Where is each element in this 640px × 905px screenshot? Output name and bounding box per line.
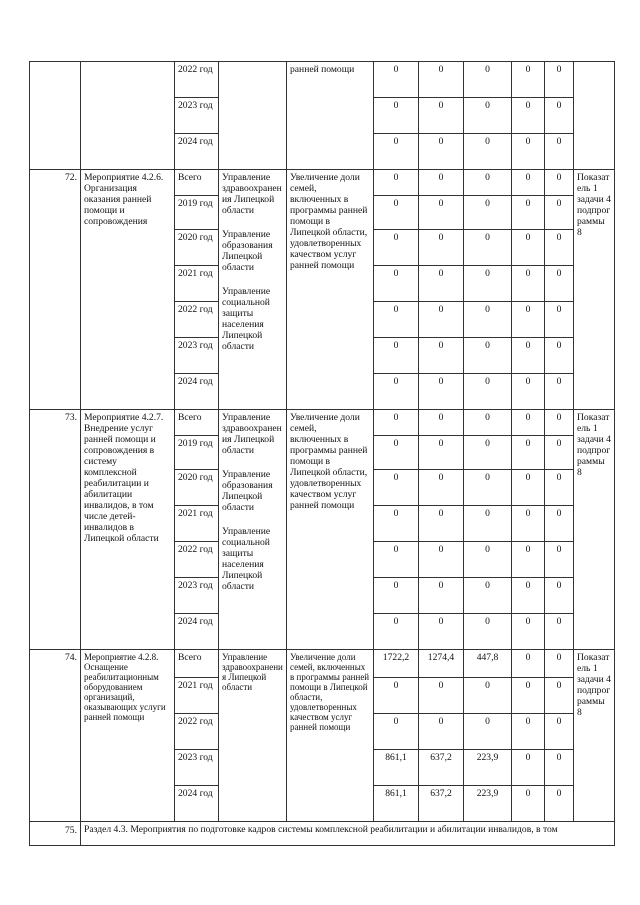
value-cell: 0 xyxy=(374,62,419,98)
value-cell: 0 xyxy=(419,436,464,470)
value-cell: 0 xyxy=(512,614,545,650)
value-cell: 0 xyxy=(545,614,574,650)
value-cell: 0 xyxy=(512,134,545,170)
value-cell: 0 xyxy=(464,542,512,578)
indicator-cell: Показатель 1 задачи 4 подпрограммы 8 xyxy=(574,650,615,822)
year-cell: 2024 год xyxy=(175,786,219,822)
year-cell: 2020 год xyxy=(175,470,219,506)
value-cell: 0 xyxy=(464,62,512,98)
value-cell: 0 xyxy=(545,410,574,436)
value-cell: 0 xyxy=(545,302,574,338)
value-cell: 0 xyxy=(419,678,464,714)
year-cell: 2022 год xyxy=(175,542,219,578)
value-cell: 0 xyxy=(374,266,419,302)
year-cell: 2022 год xyxy=(175,714,219,750)
value-cell: 0 xyxy=(512,650,545,678)
value-cell: 0 xyxy=(545,542,574,578)
executor-cell xyxy=(219,62,287,170)
value-cell: 0 xyxy=(419,614,464,650)
value-cell: 0 xyxy=(419,470,464,506)
value-cell: 0 xyxy=(545,338,574,374)
year-cell: 2022 год xyxy=(175,62,219,98)
value-cell: 0 xyxy=(464,98,512,134)
year-cell: 2024 год xyxy=(175,614,219,650)
value-cell: 0 xyxy=(545,230,574,266)
activities-table xyxy=(29,61,615,846)
value-cell: 1722,2 xyxy=(374,650,419,678)
value-cell: 0 xyxy=(464,678,512,714)
value-cell: 0 xyxy=(512,786,545,822)
value-cell: 0 xyxy=(512,578,545,614)
year-cell: 2023 год xyxy=(175,98,219,134)
executor-name: Управление здравоохранения Липецкой области xyxy=(222,172,282,216)
value-cell: 0 xyxy=(512,678,545,714)
year-cell: Всего xyxy=(175,650,219,678)
value-cell: 0 xyxy=(512,266,545,302)
value-cell: 0 xyxy=(374,134,419,170)
indicator-cell: Показатель 1 задачи 4 подпрограммы 8 xyxy=(574,170,615,410)
result-cell: Увеличение доли семей, включенных в программы ранней помощи в Липецкой области, удовлетворенных качеством услуг ранней помощи xyxy=(287,410,374,650)
value-cell: 0 xyxy=(419,98,464,134)
year-cell: 2020 год xyxy=(175,230,219,266)
year-cell: Всего xyxy=(175,170,219,196)
value-cell: 0 xyxy=(374,678,419,714)
value-cell: 0 xyxy=(464,196,512,230)
executor-name: Управление образования Липецкой области xyxy=(222,469,273,513)
activity-name-cell: Мероприятие 4.2.8. Оснащение реабилитационным оборудованием организаций, оказывающих услуги ранней помощи xyxy=(81,650,175,822)
table-row xyxy=(30,410,615,436)
value-cell: 0 xyxy=(419,230,464,266)
row-number-cell xyxy=(30,62,81,170)
executor-name: Управление социальной защиты населения Липецкой области xyxy=(222,526,271,592)
value-cell: 0 xyxy=(464,436,512,470)
value-cell: 0 xyxy=(512,338,545,374)
value-cell: 0 xyxy=(464,714,512,750)
value-cell: 0 xyxy=(374,542,419,578)
row-number-cell: 72. xyxy=(30,170,81,410)
row-number-cell: 75. xyxy=(30,822,81,846)
value-cell: 0 xyxy=(419,302,464,338)
value-cell: 0 xyxy=(512,542,545,578)
year-cell: 2023 год xyxy=(175,338,219,374)
value-cell: 0 xyxy=(464,302,512,338)
executor-name: Управление здравоохранения Липецкой области xyxy=(222,412,282,456)
value-cell: 0 xyxy=(374,506,419,542)
value-cell: 223,9 xyxy=(464,750,512,786)
value-cell: 0 xyxy=(545,678,574,714)
value-cell: 0 xyxy=(419,714,464,750)
value-cell: 0 xyxy=(374,614,419,650)
value-cell: 637,2 xyxy=(419,750,464,786)
year-cell: 2021 год xyxy=(175,506,219,542)
value-cell: 0 xyxy=(464,614,512,650)
value-cell: 0 xyxy=(464,374,512,410)
value-cell: 0 xyxy=(545,714,574,750)
value-cell: 0 xyxy=(419,170,464,196)
year-cell: 2021 год xyxy=(175,678,219,714)
value-cell: 0 xyxy=(419,506,464,542)
value-cell: 0 xyxy=(545,786,574,822)
value-cell: 0 xyxy=(464,470,512,506)
value-cell: 0 xyxy=(374,338,419,374)
value-cell: 0 xyxy=(512,196,545,230)
value-cell: 0 xyxy=(464,578,512,614)
value-cell: 0 xyxy=(545,750,574,786)
value-cell: 0 xyxy=(419,266,464,302)
value-cell: 0 xyxy=(512,302,545,338)
value-cell: 0 xyxy=(512,170,545,196)
table-row xyxy=(30,650,615,678)
value-cell: 0 xyxy=(419,134,464,170)
year-cell: 2023 год xyxy=(175,750,219,786)
value-cell: 0 xyxy=(374,170,419,196)
value-cell: 0 xyxy=(545,134,574,170)
value-cell: 637,2 xyxy=(419,786,464,822)
value-cell: 0 xyxy=(374,302,419,338)
value-cell: 0 xyxy=(512,62,545,98)
value-cell: 0 xyxy=(512,750,545,786)
value-cell: 0 xyxy=(464,230,512,266)
year-cell: 2023 год xyxy=(175,578,219,614)
table-row xyxy=(30,62,615,98)
year-cell: 2019 год xyxy=(175,436,219,470)
executor-cell xyxy=(219,170,287,410)
value-cell: 0 xyxy=(545,170,574,196)
value-cell: 0 xyxy=(464,338,512,374)
section-heading-cell: Раздел 4.3. Мероприятия по подготовке кадров системы комплексной реабилитации и абилитации инвалидов, в том xyxy=(81,822,615,846)
value-cell: 0 xyxy=(374,98,419,134)
value-cell: 0 xyxy=(374,410,419,436)
table-row xyxy=(30,822,615,846)
value-cell: 0 xyxy=(419,196,464,230)
value-cell: 0 xyxy=(464,410,512,436)
value-cell: 0 xyxy=(545,578,574,614)
indicator-cell xyxy=(574,62,615,170)
value-cell: 0 xyxy=(512,230,545,266)
value-cell: 0 xyxy=(512,470,545,506)
value-cell: 0 xyxy=(464,170,512,196)
executor-name: Управление социальной защиты населения Липецкой области xyxy=(222,286,271,352)
value-cell: 0 xyxy=(419,410,464,436)
year-cell: 2022 год xyxy=(175,302,219,338)
year-cell: 2021 год xyxy=(175,266,219,302)
indicator-cell: Показатель 1 задачи 4 подпрограммы 8 xyxy=(574,410,615,650)
activity-name-cell: Мероприятие 4.2.6. Организация оказания ранней помощи и сопровождения xyxy=(81,170,175,410)
value-cell: 0 xyxy=(464,266,512,302)
value-cell: 0 xyxy=(512,714,545,750)
value-cell: 0 xyxy=(545,98,574,134)
value-cell: 0 xyxy=(374,470,419,506)
value-cell: 1274,4 xyxy=(419,650,464,678)
value-cell: 0 xyxy=(374,374,419,410)
value-cell: 0 xyxy=(419,374,464,410)
value-cell: 0 xyxy=(545,470,574,506)
table-row xyxy=(30,170,615,196)
row-number-cell: 74. xyxy=(30,650,81,822)
value-cell: 0 xyxy=(545,374,574,410)
executor-name: Управление образования Липецкой области xyxy=(222,229,273,273)
year-cell: 2024 год xyxy=(175,134,219,170)
year-cell: 2019 год xyxy=(175,196,219,230)
row-number-cell: 73. xyxy=(30,410,81,650)
value-cell: 0 xyxy=(545,196,574,230)
result-cell: ранней помощи xyxy=(287,62,374,170)
year-cell: Всего xyxy=(175,410,219,436)
value-cell: 0 xyxy=(512,506,545,542)
value-cell: 0 xyxy=(512,410,545,436)
value-cell: 0 xyxy=(545,506,574,542)
value-cell: 0 xyxy=(374,436,419,470)
value-cell: 447,8 xyxy=(464,650,512,678)
value-cell: 0 xyxy=(419,578,464,614)
value-cell: 0 xyxy=(512,98,545,134)
value-cell: 0 xyxy=(545,436,574,470)
value-cell: 0 xyxy=(545,62,574,98)
value-cell: 0 xyxy=(419,542,464,578)
result-cell: Увеличение доли семей, включенных в программы ранней помощи в Липецкой области, удовлетворенных качеством услуг ранней помощи xyxy=(287,650,374,822)
executor-cell: Управление здравоохранения Липецкой области xyxy=(219,650,287,822)
value-cell: 0 xyxy=(464,506,512,542)
value-cell: 0 xyxy=(374,578,419,614)
value-cell: 0 xyxy=(374,714,419,750)
value-cell: 0 xyxy=(464,134,512,170)
result-cell: Увеличение доли семей, включенных в программы ранней помощи в Липецкой области, удовлетворенных качеством услуг ранней помощи xyxy=(287,170,374,410)
value-cell: 0 xyxy=(545,266,574,302)
value-cell: 861,1 xyxy=(374,750,419,786)
value-cell: 223,9 xyxy=(464,786,512,822)
value-cell: 0 xyxy=(512,374,545,410)
activity-name-cell xyxy=(81,62,175,170)
value-cell: 861,1 xyxy=(374,786,419,822)
executor-cell xyxy=(219,410,287,650)
value-cell: 0 xyxy=(374,196,419,230)
value-cell: 0 xyxy=(419,62,464,98)
value-cell: 0 xyxy=(419,338,464,374)
value-cell: 0 xyxy=(374,230,419,266)
year-cell: 2024 год xyxy=(175,374,219,410)
value-cell: 0 xyxy=(512,436,545,470)
value-cell: 0 xyxy=(545,650,574,678)
activity-name-cell: Мероприятие 4.2.7. Внедрение услуг ранней помощи и сопровождения в систему комплексной реабилитации и абилитации инвалидов, в том числе детей-инвалидов в Липецкой области xyxy=(81,410,175,650)
